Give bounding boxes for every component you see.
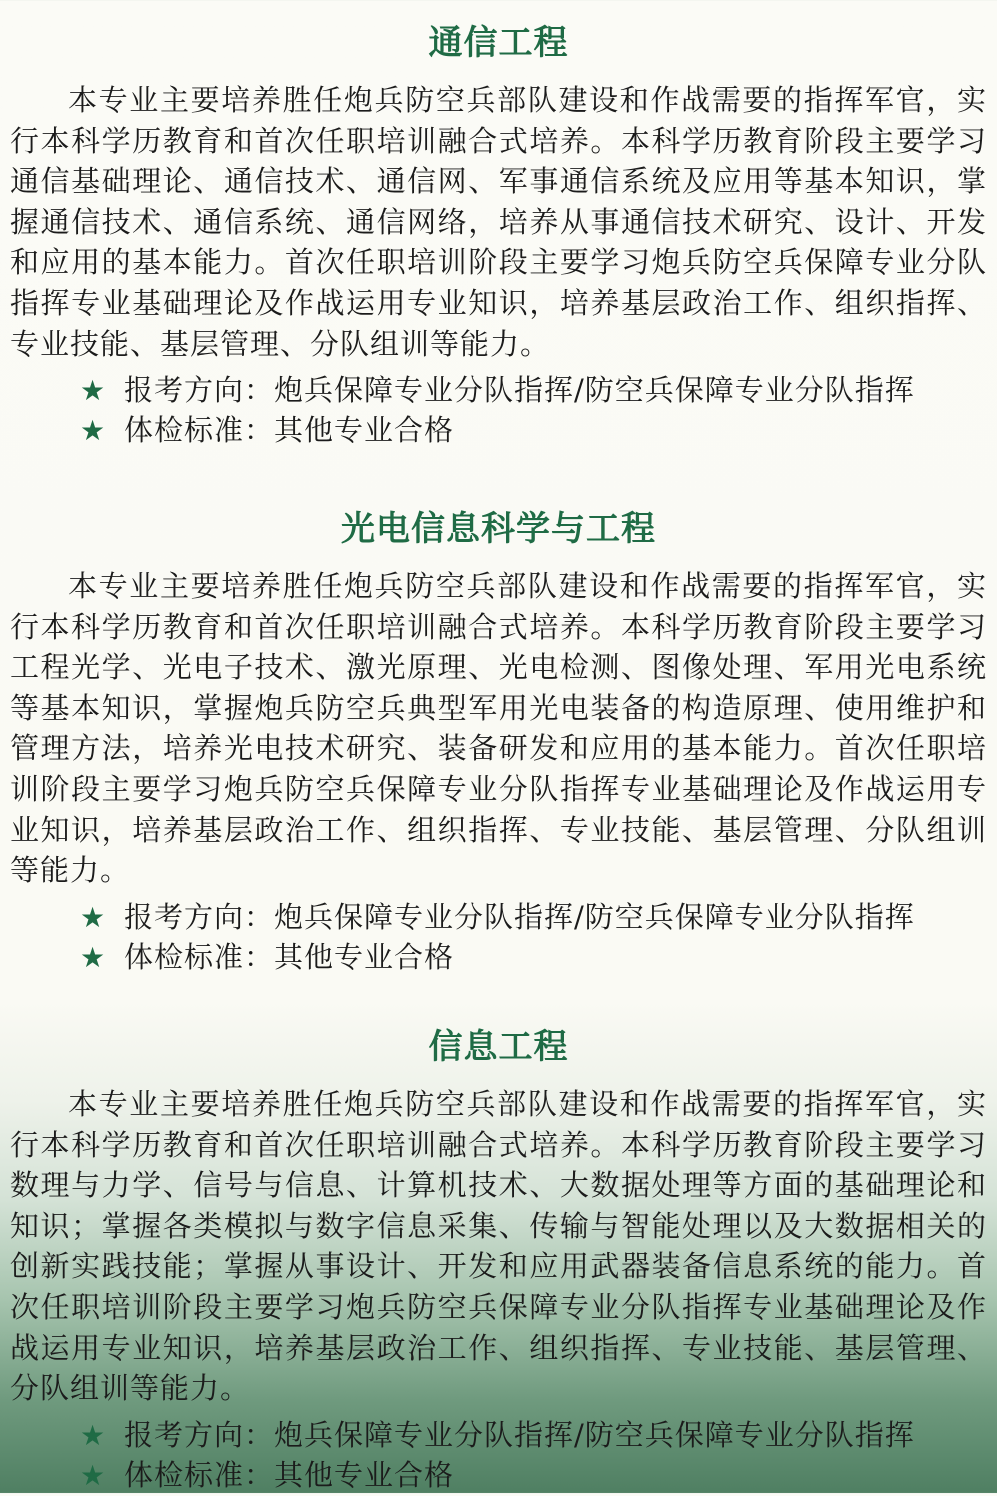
bullet-item <box>80 897 997 937</box>
bullet-text: 体检标准：其他专业合格 <box>124 413 455 448</box>
bullet-text: 报考方向：炮兵保障专业分队指挥/防空兵保障专业分队指挥 <box>124 1417 915 1452</box>
star-icon: ★ <box>80 900 107 934</box>
bullet-text: 体检标准：其他专业合格 <box>124 939 455 974</box>
star-icon: ★ <box>80 1418 107 1452</box>
bullet-item <box>80 1415 997 1455</box>
star-icon: ★ <box>80 374 107 408</box>
bullet-text: 报考方向：炮兵保障专业分队指挥/防空兵保障专业分队指挥 <box>124 373 915 408</box>
bullet-item <box>80 1455 997 1495</box>
bullet-item <box>80 410 997 450</box>
section-title: 通信工程 <box>428 23 569 63</box>
bullet-text: 报考方向：炮兵保障专业分队指挥/防空兵保障专业分队指挥 <box>124 899 915 934</box>
section-optoelectronic-information <box>0 504 997 977</box>
section-paragraph: 本专业主要培养胜任炮兵防空兵部队建设和作战需要的指挥军官，实行本科学历教育和首次任职培训融合式培养。本科学历教育阶段主要学习工程光学、光电子技术、激光原理、光电检测、图像处理、军用光电系统等基本知识，掌握炮兵防空兵典型军用光电装备的构造原理、使用维护和管理方法，培养光电技术研究、装备研发和应用的基本能力。首次任职培训阶段主要学习炮兵防空兵保障专业分队指挥专业基础理论及作战运用专业知识，培养基层政治工作、组织指挥、专业技能、基层管理、分队组训等能力。 <box>10 569 987 888</box>
star-icon: ★ <box>80 940 107 974</box>
section-information-engineering <box>0 1022 997 1495</box>
bullet-list <box>0 1415 997 1495</box>
section-title: 信息工程 <box>428 1027 569 1067</box>
bullet-text: 体检标准：其他专业合格 <box>124 1457 455 1492</box>
star-icon: ★ <box>80 1458 107 1492</box>
section-paragraph: 本专业主要培养胜任炮兵防空兵部队建设和作战需要的指挥军官，实行本科学历教育和首次任职培训融合式培养。本科学历教育阶段主要学习通信基础理论、通信技术、通信网、军事通信系统及应用等基本知识，掌握通信技术、通信系统、通信网络，培养从事通信技术研究、设计、开发和应用的基本能力。首次任职培训阶段主要学习炮兵防空兵保障专业分队指挥专业基础理论及作战运用专业知识，培养基层政治工作、组织指挥、专业技能、基层管理、分队组训等能力。 <box>10 83 987 361</box>
section-paragraph: 本专业主要培养胜任炮兵防空兵部队建设和作战需要的指挥军官，实行本科学历教育和首次任职培训融合式培养。本科学历教育阶段主要学习数理与力学、信号与信息、计算机技术、大数据处理等方面的基础理论和知识；掌握各类模拟与数字信息采集、传输与智能处理以及大数据相关的创新实践技能；掌握从事设计、开发和应用武器装备信息系统的能力。首次任职培训阶段主要学习炮兵防空兵保障专业分队指挥专业基础理论及作战运用专业知识，培养基层政治工作、组织指挥、专业技能、基层管理、分队组训等能力。 <box>10 1087 987 1406</box>
section-title: 光电信息科学与工程 <box>341 509 656 549</box>
bullet-list <box>0 897 997 977</box>
bullet-item <box>80 370 997 410</box>
bullet-item <box>80 937 997 977</box>
bullet-list <box>0 370 997 450</box>
section-communication-engineering <box>0 18 997 450</box>
star-icon: ★ <box>80 414 107 448</box>
